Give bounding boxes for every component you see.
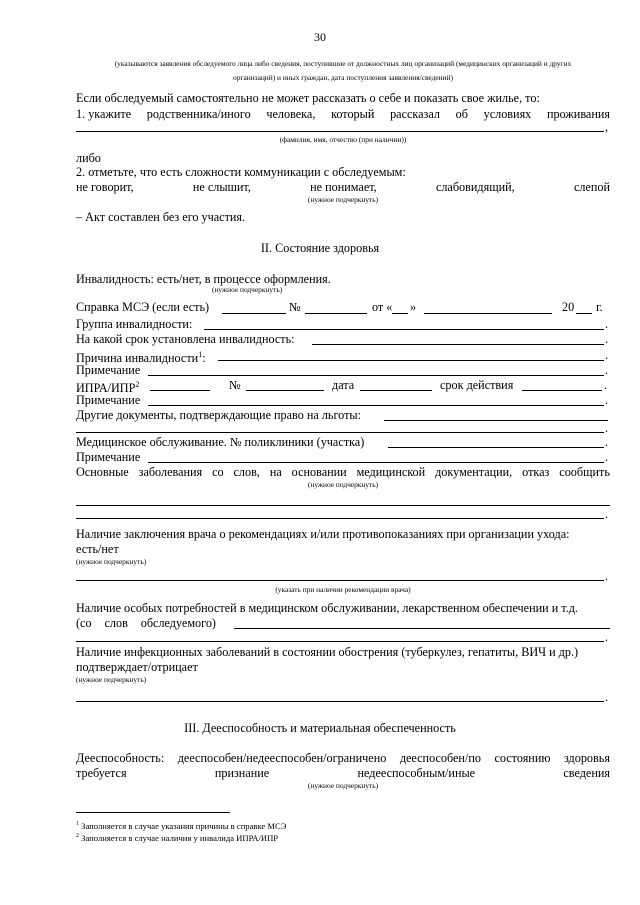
item-1-word: родственника/иного [146, 107, 251, 121]
cause-colon: : [202, 351, 206, 366]
doctor-hint: (нужное подчеркнуть) [76, 557, 147, 566]
diseases-hint: (нужное подчеркнуть) [307, 480, 379, 489]
doctor-recs-hint: (указать при наличии рекомендации врача) [275, 585, 411, 594]
capacity-word[interactable]: состоянию [494, 751, 551, 765]
page-number: 30 [314, 30, 326, 44]
term-label: На какой срок установлена инвалидность: [76, 332, 295, 346]
item-1-word: который [331, 107, 375, 121]
footnote-ref-2: 2 [135, 380, 140, 389]
ipra-field[interactable] [150, 390, 210, 391]
medical-field[interactable] [388, 447, 604, 448]
other-docs-label: Другие документы, подтверждающие право на льготы: [76, 408, 362, 422]
doctor-recs-field[interactable] [76, 580, 604, 581]
doctor-yes-no[interactable]: есть/нет [76, 542, 119, 556]
period: . [605, 435, 609, 449]
capacity-line-2 [76, 766, 610, 780]
top-note-line-2: организаций) и иных граждан, дата поступления заявления/сведений) [233, 73, 453, 82]
period: . [605, 690, 609, 704]
fio-comma: , [605, 120, 609, 134]
footnote-1-text: Заполняется в случае указания причины в справке МСЭ [81, 820, 287, 831]
capacity-line-1 [76, 751, 610, 765]
number-sign: № [289, 300, 301, 314]
ipra-number-sign: № [229, 378, 241, 392]
year-prefix: 20 [562, 300, 575, 314]
note-field-2[interactable] [148, 405, 604, 406]
period: . [605, 393, 609, 407]
mse-month-field[interactable] [424, 313, 552, 314]
other-docs-field-2[interactable] [76, 432, 604, 433]
fio-hint: (фамилия, имя, отчество (при наличии)) [279, 135, 407, 144]
mse-year-field[interactable] [576, 313, 592, 314]
period: . [605, 630, 609, 644]
option-visually-impaired[interactable]: слабовидящий, [435, 180, 515, 194]
other-docs-field[interactable] [384, 420, 608, 421]
footnote-2-text: Заполняется в случае наличия у инвалида ИПРА/ИПР [81, 832, 279, 843]
diseases-word: документации, [435, 465, 513, 479]
note-label-2: Примечание [76, 393, 141, 407]
item-1-word: человека, [266, 107, 316, 121]
item-1-word: 1. укажите [76, 107, 132, 121]
diseases-word: Основные [76, 465, 129, 479]
fio-field[interactable] [76, 131, 604, 132]
footnote-ref-1: 1 [198, 350, 203, 359]
capacity-word[interactable]: дееспособен/недееспособен/ограничено [177, 751, 387, 765]
period: . [604, 378, 608, 392]
diseases-word: отказ [522, 465, 550, 479]
special-word: слов [104, 616, 128, 630]
mse-series-field[interactable] [222, 313, 286, 314]
infectious-label: Наличие инфекционных заболеваний в состоянии обострения (туберкулез, гепатиты, ВИЧ и др.) [76, 645, 579, 659]
infectious-confirm[interactable]: подтверждает/отрицает [76, 660, 198, 674]
ipra-validity-field[interactable] [522, 390, 602, 391]
date-label: дата [332, 378, 355, 392]
period: . [605, 332, 609, 346]
top-note-line-1: (указываются заявления обследуемого лица либо сведения, поступившие от должностных лиц организаций (медицинских организаций и других [114, 59, 572, 68]
infectious-hint: (нужное подчеркнуть) [76, 675, 147, 684]
mse-day-field[interactable] [392, 313, 408, 314]
capacity-word[interactable]: признание [214, 766, 270, 780]
period: . [605, 317, 609, 331]
option-no-hearing[interactable]: не слышит, [192, 180, 251, 194]
infectious-field[interactable] [76, 701, 604, 702]
special-needs-field-1[interactable] [234, 628, 610, 629]
item-1-relative [76, 107, 610, 121]
mse-number-field[interactable] [305, 313, 367, 314]
period: . [605, 569, 609, 583]
ipra-number-field[interactable] [246, 390, 324, 391]
or-text: либо [76, 151, 101, 165]
footnote-separator [76, 812, 230, 813]
ipra-date-field[interactable] [360, 390, 432, 391]
note-label-1: Примечание [76, 363, 141, 377]
diseases-word: медицинской [356, 465, 426, 479]
special-needs-source [76, 616, 216, 630]
item-1-word: проживания [546, 107, 610, 121]
special-needs-field-2[interactable] [76, 641, 604, 642]
diseases-word: заболевания [138, 465, 203, 479]
capacity-word[interactable]: дееспособен/по [399, 751, 481, 765]
section-3-title: III. Дееспособность и материальная обеспеченность [184, 721, 456, 735]
mse-label: Справка МСЭ (если есть) [76, 300, 210, 314]
diseases-field-1[interactable] [76, 505, 610, 506]
ipra-text: ИПРА/ИПР [76, 381, 136, 396]
period: . [605, 450, 609, 464]
option-blind[interactable]: слепой [573, 180, 610, 194]
special-word: (со [76, 616, 92, 630]
item-1-word: условиях [483, 107, 532, 121]
group-label: Группа инвалидности: [76, 317, 193, 331]
item-2-communication: 2. отметьте, что есть сложности коммуникации с обследуемым: [76, 165, 406, 179]
footnote-2 [76, 831, 278, 844]
communication-hint: (нужное подчеркнуть) [307, 195, 379, 204]
capacity-hint: (нужное подчеркнуть) [307, 781, 379, 790]
capacity-word[interactable]: требуется [76, 766, 127, 780]
diseases-word: сообщить [559, 465, 610, 479]
diseases-line [76, 465, 610, 479]
special-word: обследуемого) [140, 616, 216, 630]
diseases-field-2[interactable] [76, 518, 604, 519]
note-label-3: Примечание [76, 450, 141, 464]
period: . [605, 348, 609, 362]
special-needs-label: Наличие особых потребностей в медицинском обслуживании, лекарственном обеспечении и т.д. [76, 601, 578, 615]
cause-text: Причина инвалидности [76, 351, 199, 366]
communication-options [76, 180, 610, 194]
disability-status: Инвалидность: есть/нет, в процессе оформления. [76, 272, 331, 286]
validity-label: срок действия [440, 378, 514, 392]
diseases-word: со [212, 465, 224, 479]
year-suffix: г. [596, 300, 603, 314]
disability-hint: (нужное подчеркнуть) [212, 285, 283, 294]
note-field-1[interactable] [148, 375, 604, 376]
medical-label: Медицинское обслуживание. № поликлиники (участка) [76, 435, 365, 449]
diseases-word: слов, [233, 465, 260, 479]
period: . [605, 363, 609, 377]
diseases-word: на [269, 465, 282, 479]
term-field[interactable] [312, 344, 604, 345]
doctor-conclusion-label: Наличие заключения врача о рекомендациях и/или противопоказаниях при организации ухода: [76, 527, 570, 541]
act-note: – Акт составлен без его участия. [76, 210, 246, 224]
period: . [605, 421, 609, 435]
diseases-word: основании [291, 465, 347, 479]
option-no-understanding[interactable]: не понимает, [310, 180, 377, 194]
item-1-word: рассказал [390, 107, 440, 121]
quote-close: » [410, 300, 417, 314]
footnote-2-number: 2 [76, 833, 79, 839]
footnote-1-number: 1 [76, 821, 79, 827]
period: . [605, 507, 609, 521]
cause-field[interactable] [218, 360, 604, 361]
note-field-3[interactable] [148, 462, 604, 463]
capacity-word[interactable]: здоровья [563, 751, 610, 765]
footnote-1 [76, 819, 286, 832]
capacity-word[interactable]: недееспособным/иные [357, 766, 476, 780]
capacity-word: Дееспособность: [76, 751, 165, 765]
section-2-title: II. Состояние здоровья [260, 241, 380, 255]
capacity-word[interactable]: сведения [563, 766, 610, 780]
option-no-speech[interactable]: не говорит, [76, 180, 134, 194]
group-field[interactable] [204, 329, 604, 330]
intro-line: Если обследуемый самостоятельно не может рассказать о себе и показать свое жилье, то: [76, 91, 540, 105]
item-1-word: об [455, 107, 468, 121]
from-label: от « [372, 300, 393, 314]
